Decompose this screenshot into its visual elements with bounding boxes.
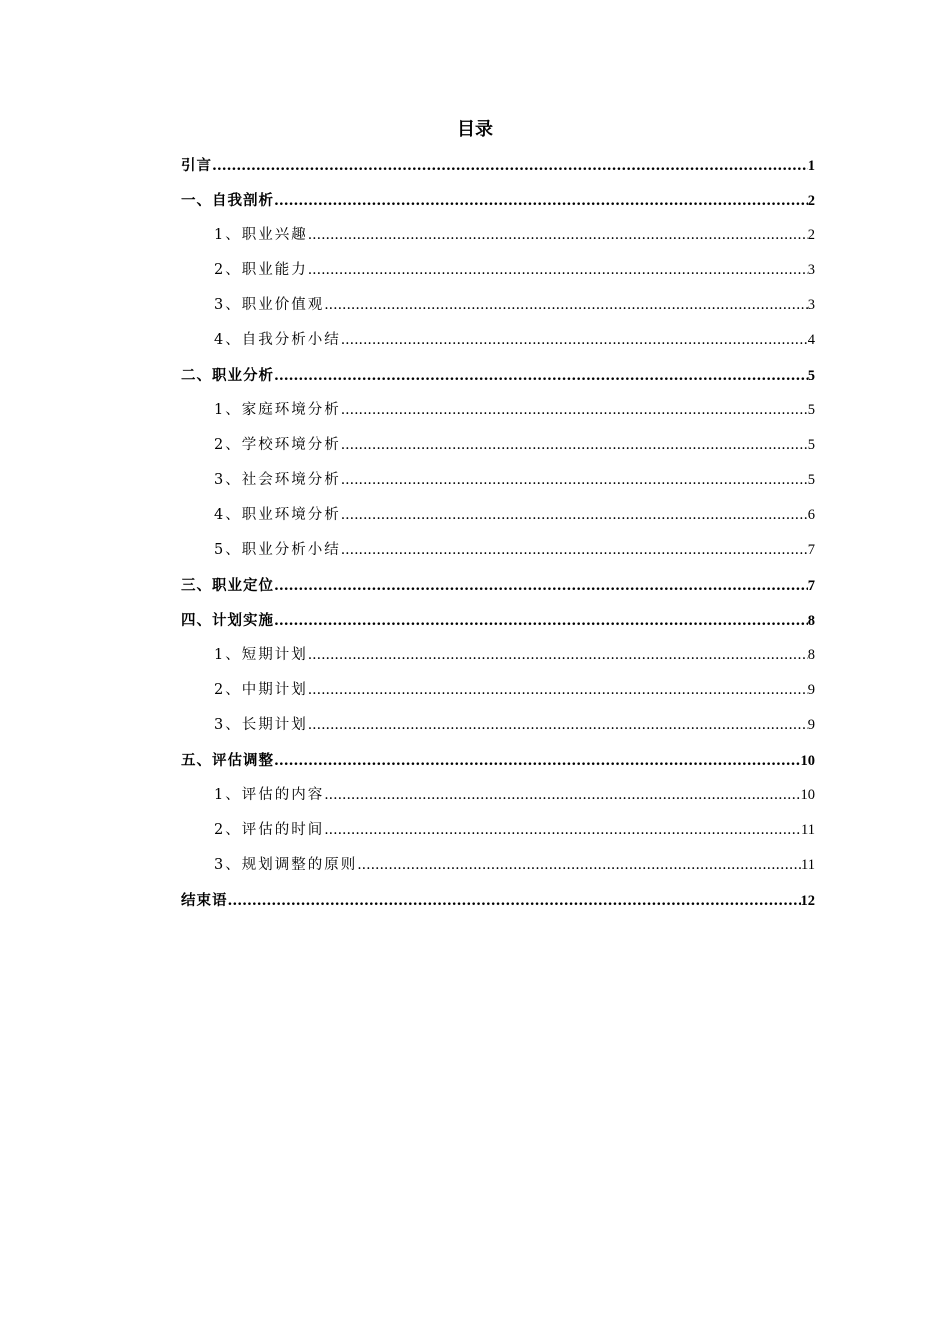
- toc-entry-label: 引言: [181, 157, 212, 174]
- toc-entry-label: 三、职业定位: [181, 577, 274, 594]
- toc-entry-label: 4、职业环境分析: [214, 507, 341, 523]
- toc-entry-page-number: 4: [807, 332, 815, 348]
- toc-entry-page-number: 8: [807, 613, 815, 629]
- toc-entry-section[interactable]: [181, 323, 815, 358]
- toc-entry-page-number: 1: [807, 158, 815, 174]
- toc-entry-label: 2、评估的时间: [214, 822, 325, 838]
- toc-entry-page-number: 10: [800, 787, 815, 803]
- toc-entry-label: 2、职业能力: [214, 262, 308, 278]
- toc-dot-leader: [324, 288, 808, 323]
- toc-entry-label: 3、社会环境分析: [214, 472, 341, 488]
- toc-dot-leader: [274, 603, 808, 639]
- toc-entry-page-number: 8: [807, 647, 815, 663]
- toc-dot-leader: [324, 813, 801, 848]
- toc-entry-label: 五、评估调整: [181, 752, 274, 769]
- toc-entry-page-number: 10: [800, 753, 815, 769]
- toc-entry-section[interactable]: [181, 393, 815, 428]
- toc-list: [181, 148, 815, 918]
- toc-dot-leader: [341, 428, 808, 463]
- toc-entry-label: 一、自我剖析: [181, 192, 274, 209]
- toc-entry-page-number: 3: [807, 262, 815, 278]
- toc-entry-section[interactable]: [181, 218, 815, 253]
- toc-entry-page-number: 6: [807, 507, 815, 523]
- toc-entry-chapter[interactable]: [181, 568, 815, 603]
- toc-dot-leader: [341, 463, 808, 498]
- toc-dot-leader: [308, 253, 808, 288]
- toc-entry-label: 2、学校环境分析: [214, 437, 341, 453]
- toc-entry-section[interactable]: [181, 813, 815, 848]
- toc-entry-label: 四、计划实施: [181, 612, 274, 629]
- toc-entry-section[interactable]: [181, 498, 815, 533]
- toc-dot-leader: [357, 848, 801, 883]
- toc-entry-section[interactable]: [181, 533, 815, 568]
- toc-entry-label: 1、短期计划: [214, 647, 308, 663]
- toc-dot-leader: [324, 778, 800, 813]
- toc-title: 目录: [457, 119, 493, 140]
- toc-entry-section[interactable]: [181, 428, 815, 463]
- toc-entry-label: 1、职业兴趣: [214, 227, 308, 243]
- toc-entry-page-number: 9: [807, 682, 815, 698]
- toc-entry-label: 1、评估的内容: [214, 787, 325, 803]
- toc-entry-label: 2、中期计划: [214, 682, 308, 698]
- toc-entry-section[interactable]: [181, 778, 815, 813]
- toc-entry-section[interactable]: [181, 848, 815, 883]
- toc-dot-leader: [308, 673, 808, 708]
- toc-dot-leader: [308, 638, 808, 673]
- toc-entry-label: 5、职业分析小结: [214, 542, 341, 558]
- toc-entry-label: 4、自我分析小结: [214, 332, 341, 348]
- toc-dot-leader: [274, 183, 808, 219]
- toc-entry-page-number: 5: [807, 368, 815, 384]
- toc-entry-page-number: 2: [807, 193, 815, 209]
- toc-entry-chapter[interactable]: [181, 358, 815, 393]
- toc-entry-label: 二、职业分析: [181, 367, 274, 384]
- toc-entry-page-number: 12: [800, 893, 815, 909]
- toc-entry-page-number: 2: [807, 227, 815, 243]
- toc-entry-page-number: 11: [801, 857, 815, 873]
- toc-dot-leader: [308, 708, 808, 743]
- toc-entry-page-number: 5: [807, 472, 815, 488]
- toc-dot-leader: [341, 323, 808, 358]
- toc-dot-leader: [274, 568, 808, 604]
- toc-dot-leader: [274, 358, 808, 394]
- toc-entry-chapter[interactable]: [181, 603, 815, 638]
- toc-entry-label: 3、长期计划: [214, 717, 308, 733]
- toc-entry-section[interactable]: [181, 463, 815, 498]
- toc-entry-chapter[interactable]: [181, 743, 815, 778]
- toc-entry-section[interactable]: [181, 253, 815, 288]
- toc-dot-leader: [341, 393, 808, 428]
- toc-entry-section[interactable]: [181, 708, 815, 743]
- toc-entry-section[interactable]: [181, 288, 815, 323]
- toc-entry-label: 3、规划调整的原则: [214, 857, 358, 873]
- toc-entry-page-number: 5: [807, 402, 815, 418]
- toc-entry-page-number: 7: [807, 542, 815, 558]
- toc-entry-label: 3、职业价值观: [214, 297, 325, 313]
- toc-entry-page-number: 3: [807, 297, 815, 313]
- toc-entry-section[interactable]: [181, 673, 815, 708]
- toc-entry-label: 1、家庭环境分析: [214, 402, 341, 418]
- toc-entry-page-number: 9: [807, 717, 815, 733]
- toc-entry-page-number: 5: [807, 437, 815, 453]
- toc-dot-leader: [274, 743, 801, 779]
- toc-entry-page-number: 11: [801, 822, 815, 838]
- toc-entry-chapter[interactable]: [181, 883, 815, 918]
- toc-entry-section[interactable]: [181, 638, 815, 673]
- toc-dot-leader: [341, 498, 808, 533]
- toc-dot-leader: [228, 883, 801, 919]
- toc-entry-chapter[interactable]: [181, 183, 815, 218]
- toc-dot-leader: [212, 148, 808, 184]
- toc-entry-label: 结束语: [181, 892, 228, 909]
- toc-dot-leader: [308, 218, 808, 253]
- toc-entry-chapter[interactable]: [181, 148, 815, 183]
- toc-dot-leader: [341, 533, 808, 568]
- toc-entry-page-number: 7: [807, 578, 815, 594]
